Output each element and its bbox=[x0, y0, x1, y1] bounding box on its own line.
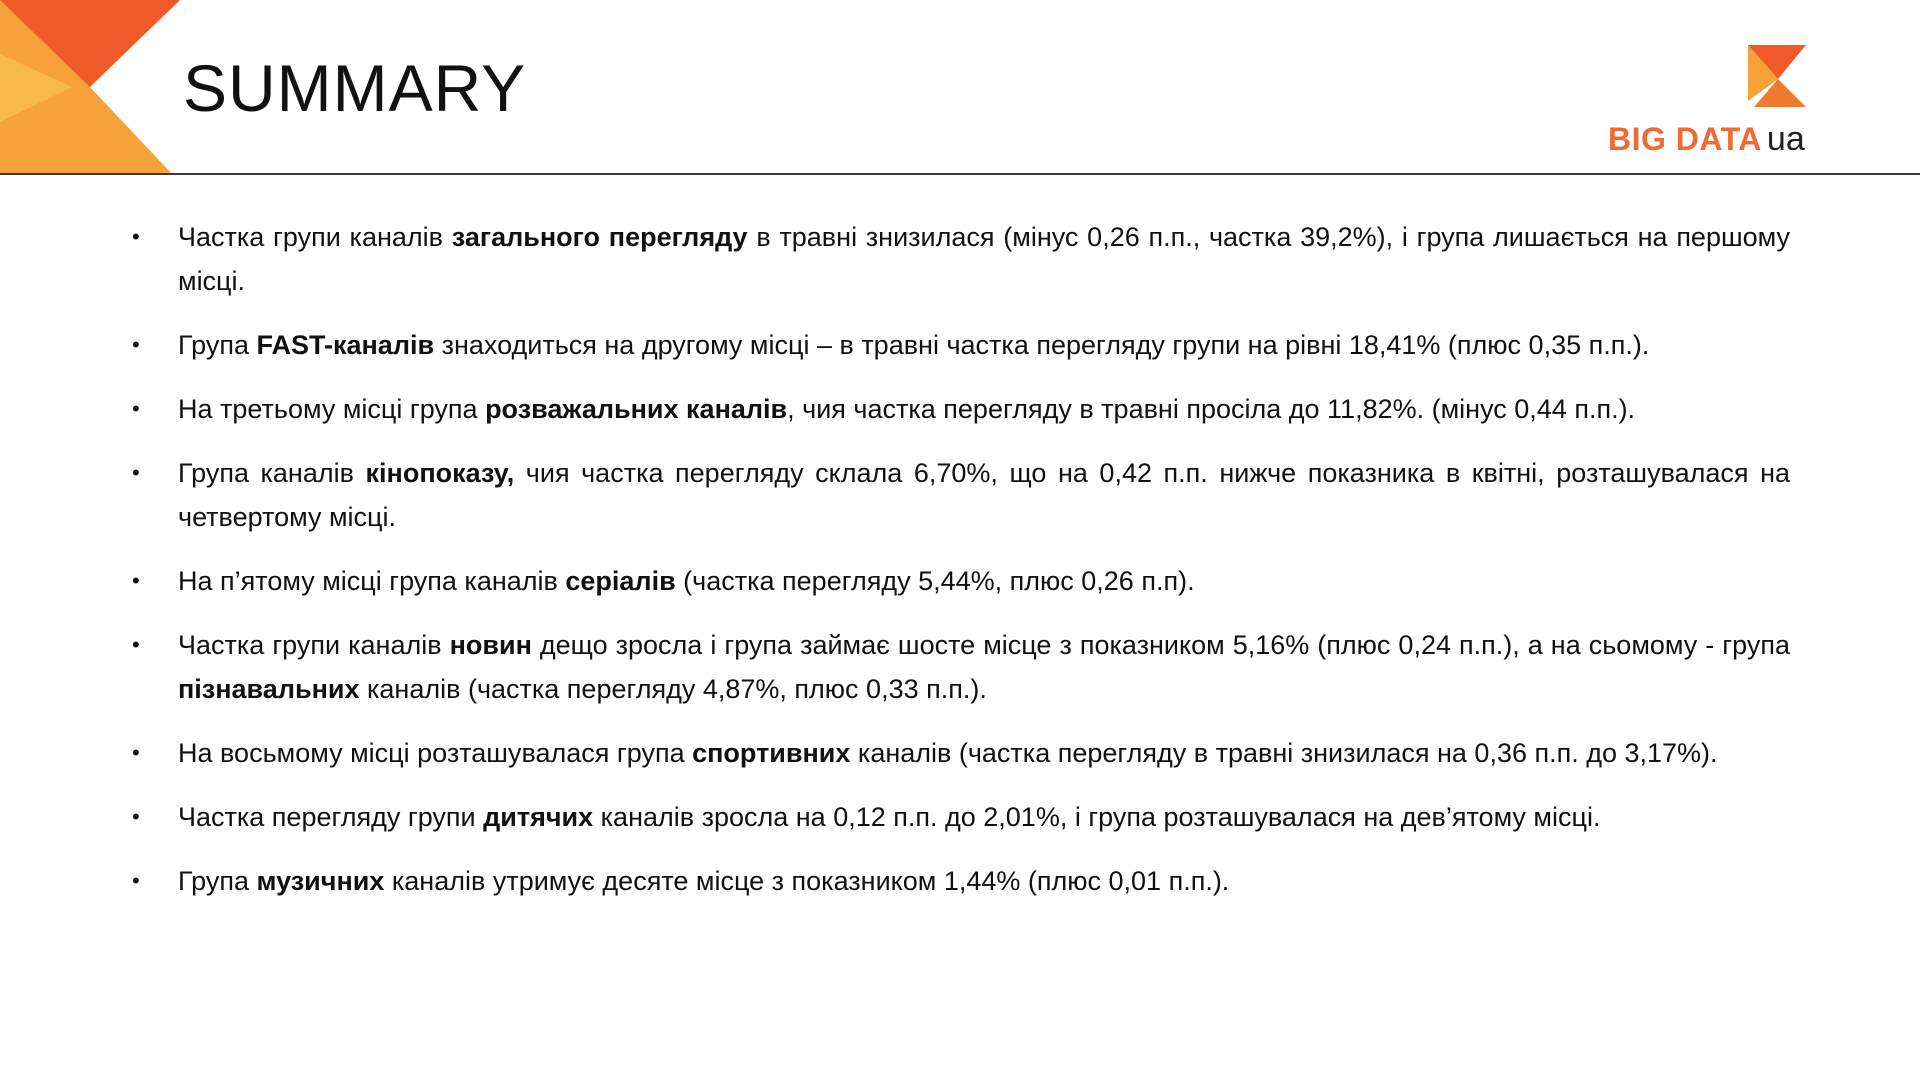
big-data-ua-logo bbox=[1598, 45, 1838, 160]
summary-bullet bbox=[130, 323, 1790, 367]
bullet-text-bold: розважальних каналів bbox=[485, 394, 788, 424]
bullet-text: дещо зросла і група займає шосте місце з показником 5,16% (плюс 0,24 п.п.), а на сьомому - група bbox=[531, 630, 1791, 660]
bullet-text-bold: дитячих bbox=[483, 802, 594, 832]
bullet-text: каналів (частка перегляду в травні знизилася на 0,36 п.п. до 3,17%). bbox=[850, 738, 1718, 768]
bullet-text-bold: новин bbox=[449, 630, 532, 660]
bullet-text: На восьмому місці розташувалася група bbox=[178, 738, 693, 768]
summary-bullet bbox=[130, 215, 1790, 303]
bullet-dot: • bbox=[132, 632, 140, 657]
summary-bullet bbox=[130, 387, 1790, 431]
header-divider bbox=[0, 173, 1920, 175]
bullet-text-bold: FAST-каналів bbox=[256, 330, 435, 360]
bullet-text: (частка перегляду 5,44%, плюс 0,26 п.п). bbox=[675, 566, 1195, 596]
bullet-text-bold: музичних bbox=[256, 866, 385, 896]
bullet-text: Група bbox=[178, 866, 257, 896]
bullet-text: каналів (частка перегляду 4,87%, плюс 0,33 п.п.). bbox=[359, 674, 987, 704]
logo-mark-icon bbox=[1748, 45, 1810, 113]
bullet-text-bold: серіалів bbox=[565, 566, 676, 596]
bullet-text: На третьому місці група bbox=[178, 394, 486, 424]
bullet-text-bold: спортивних bbox=[692, 738, 851, 768]
logo-main-text: BIG DATA bbox=[1608, 121, 1762, 157]
bullet-text: знаходиться на другому місці – в травні частка перегляду групи на рівні 18,41% (плюс 0,35 п.п.). bbox=[434, 330, 1650, 360]
bullet-text: Частка перегляду групи bbox=[178, 802, 484, 832]
summary-bullet bbox=[130, 859, 1790, 903]
bullet-text-bold: кінопоказу, bbox=[365, 458, 515, 488]
page-title: SUMMARY bbox=[183, 51, 527, 125]
bullet-dot: • bbox=[132, 460, 140, 485]
summary-bullet bbox=[130, 795, 1790, 839]
summary-bullet bbox=[130, 559, 1790, 603]
bullet-dot: • bbox=[132, 804, 140, 829]
bullet-dot: • bbox=[132, 740, 140, 765]
bullet-text: Група bbox=[178, 330, 257, 360]
summary-bullet bbox=[130, 623, 1790, 711]
bullet-dot: • bbox=[132, 224, 140, 249]
summary-list bbox=[130, 215, 1790, 923]
logo-suffix-text: ua bbox=[1766, 120, 1805, 158]
bullet-text-bold: загального перегляду bbox=[451, 222, 748, 252]
bullet-text: Група каналів bbox=[178, 458, 366, 488]
bullet-text: На п’ятому місці група каналів bbox=[178, 566, 566, 596]
summary-bullet bbox=[130, 451, 1790, 539]
logo-wordmark bbox=[1608, 119, 1805, 166]
bullet-text: , чия частка перегляду в травні просіла до 11,82%. (мінус 0,44 п.п.). bbox=[787, 394, 1636, 424]
summary-bullet bbox=[130, 731, 1790, 775]
bullet-dot: • bbox=[132, 332, 140, 357]
bullet-dot: • bbox=[132, 396, 140, 421]
bullet-text: каналів зросла на 0,12 п.п. до 2,01%, і група розташувалася на дев’ятому місці. bbox=[593, 802, 1601, 832]
bullet-text: Частка групи каналів bbox=[178, 222, 452, 252]
bullet-text: чия частка перегляду склала 6,70%, що на 0,42 п.п. нижче показника в квітні, розташувалася на четвертому місці. bbox=[178, 458, 1790, 532]
bullet-dot: • bbox=[132, 568, 140, 593]
bullet-text: каналів утримує десяте місце з показником 1,44% (плюс 0,01 п.п.). bbox=[384, 866, 1230, 896]
bullet-text: в травні знизилася (мінус 0,26 п.п., частка 39,2%), і група лишається на першому місці. bbox=[178, 222, 1791, 296]
bullet-text-bold: пізнавальних bbox=[178, 674, 360, 704]
bullet-text: Частка групи каналів bbox=[178, 630, 450, 660]
corner-decoration bbox=[0, 0, 180, 174]
bullet-dot: • bbox=[132, 868, 140, 893]
